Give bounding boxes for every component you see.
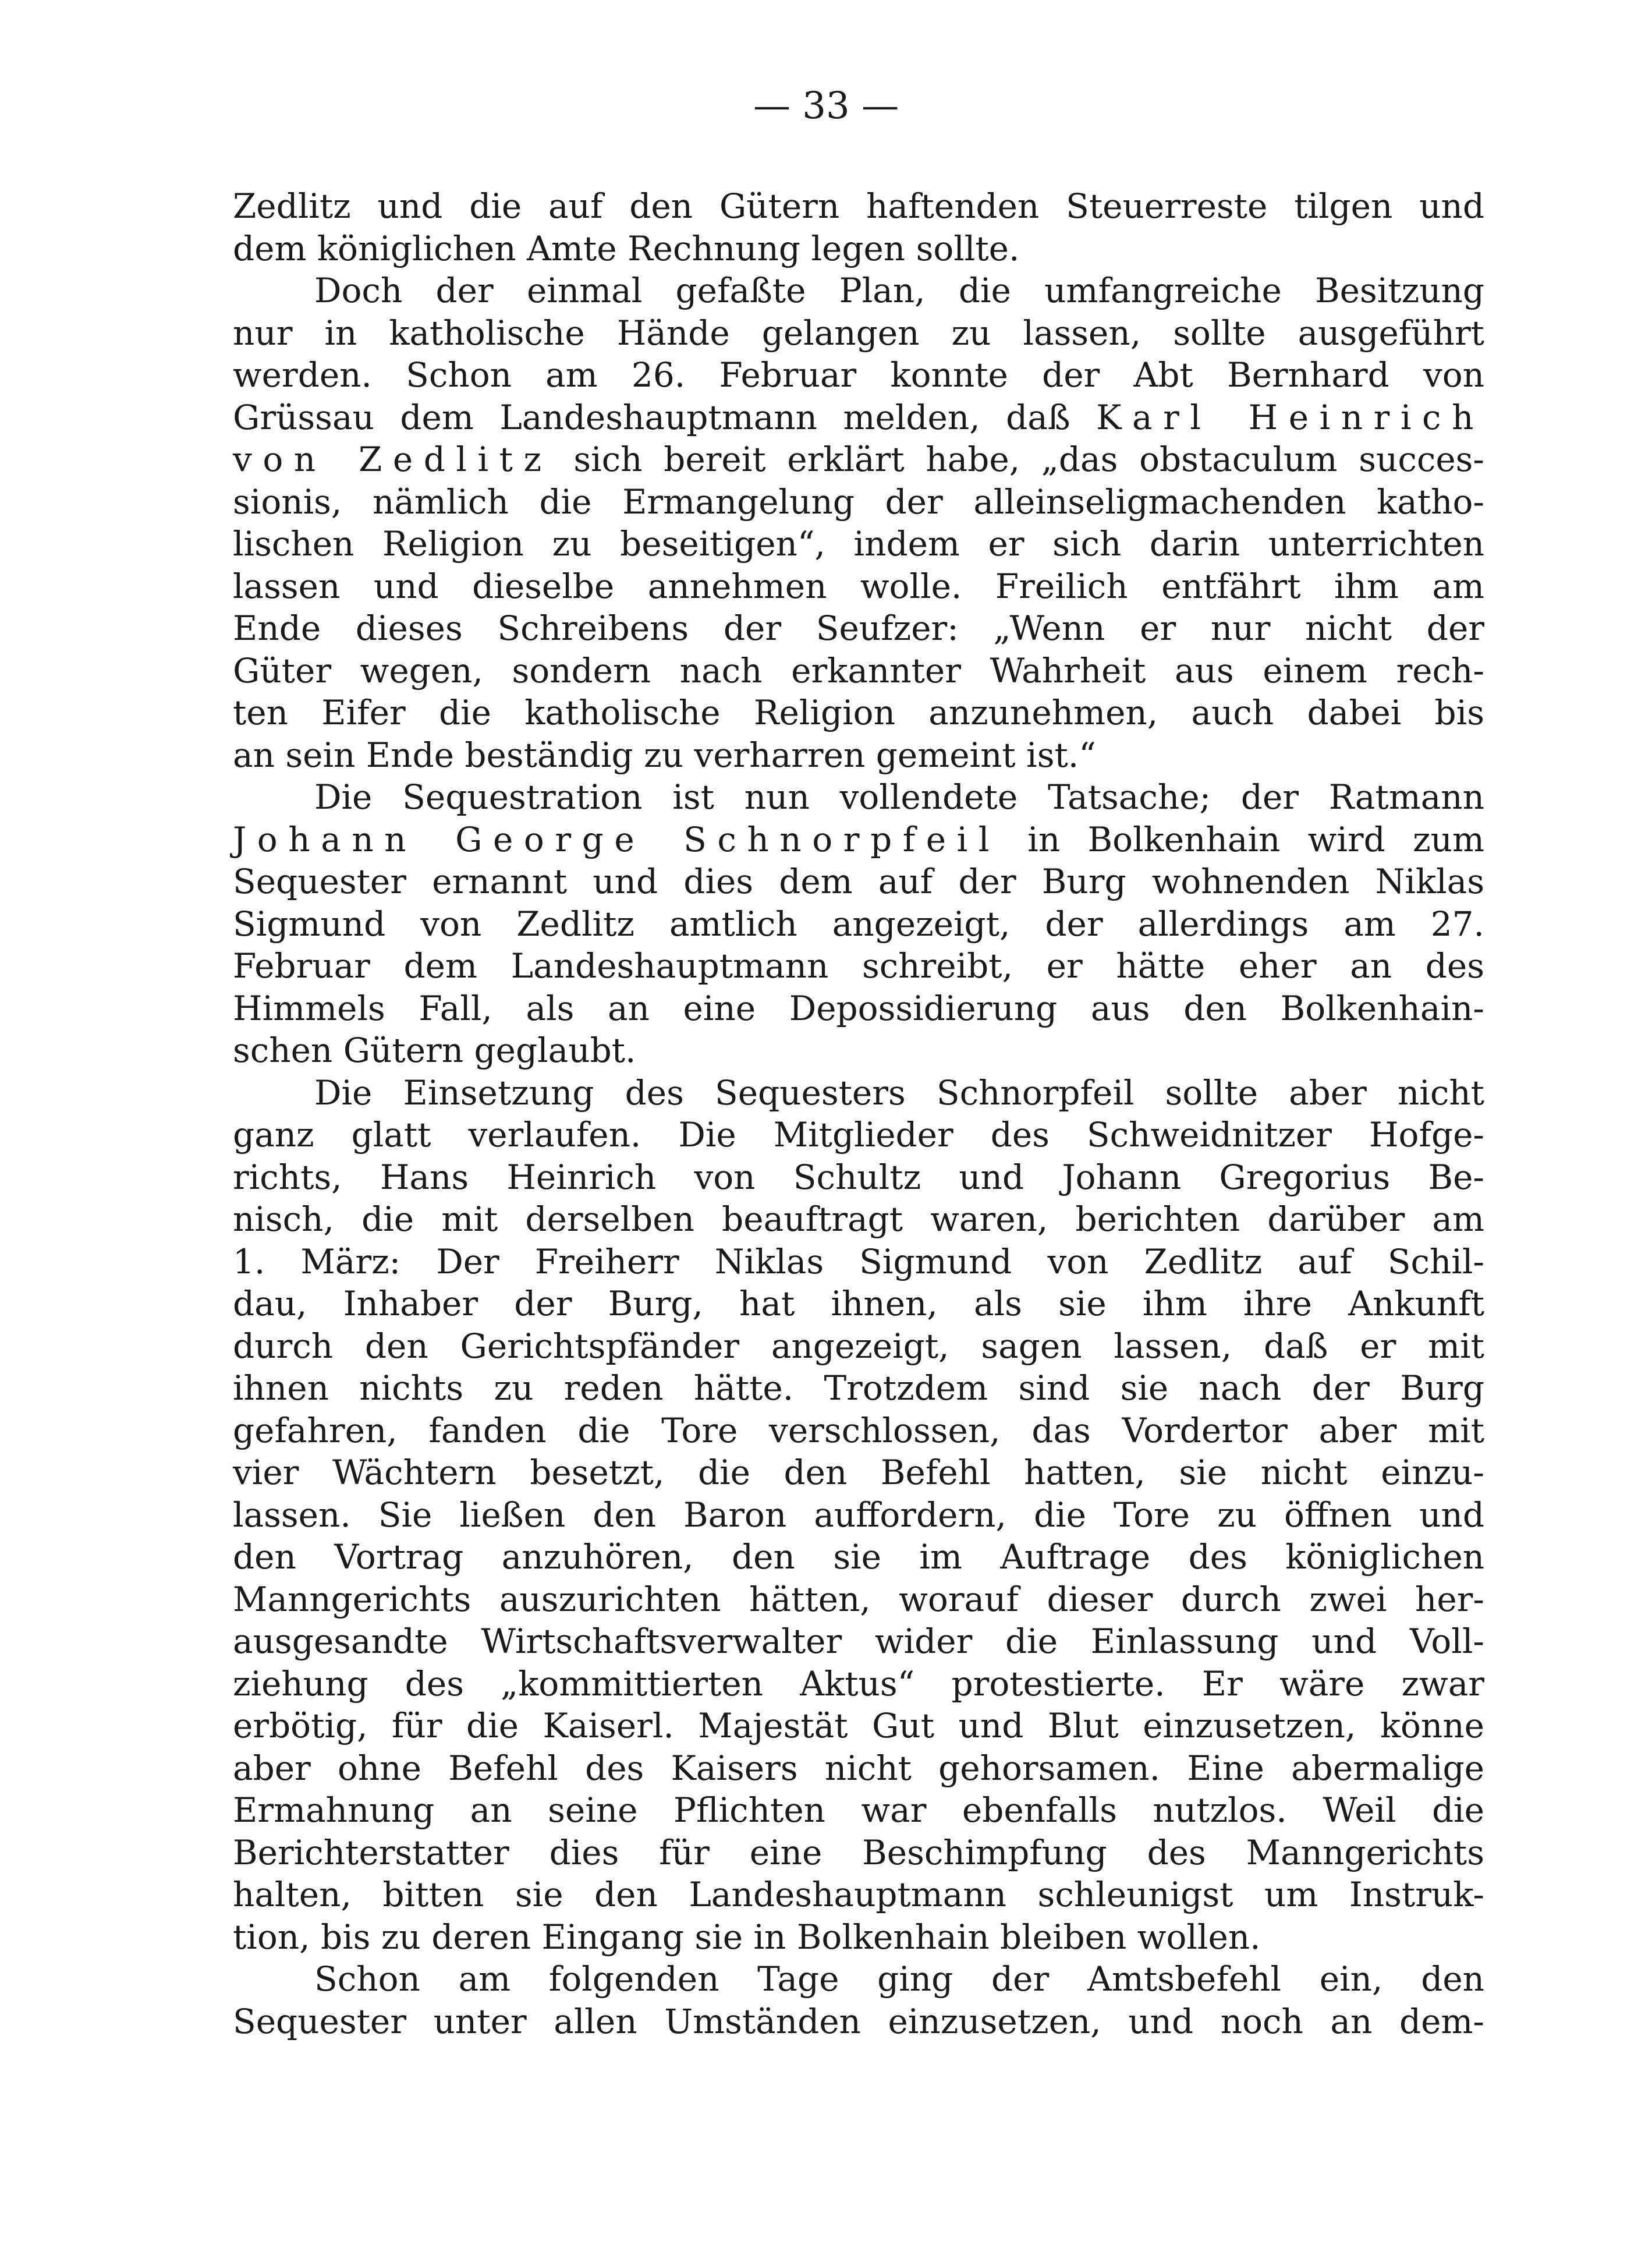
line-text: Grüssau dem Landeshauptmann melden, daß	[233, 397, 1070, 437]
line-text: Güter wegen, sondern nach erkannter Wahrheit aus einem rech-	[233, 650, 1484, 691]
line-text: halten, bitten sie den Landeshauptmann schleunigst um Instruk-	[233, 1875, 1484, 1914]
line-text: nisch, die mit derselben beauftragt waren, berichten darüber am	[233, 1199, 1484, 1239]
line-text: Ermahnung an seine Pflichten war ebenfalls nutzlos. Weil die	[233, 1790, 1484, 1830]
text-line	[233, 1705, 1484, 1747]
line-text: Sigmund von Zedlitz amtlich angezeigt, der allerdings am 27.	[233, 904, 1484, 944]
line-text: richts, Hans Heinrich von Schultz und Johann Gregorius Be-	[233, 1157, 1484, 1197]
line-text: ziehung des „kommittierten Aktus“ protestierte. Er wäre zwar	[233, 1663, 1484, 1704]
line-text: 1. März: Der Freiherr Niklas Sigmund von Zedlitz auf Schil-	[233, 1241, 1484, 1281]
line-text: Die Einsetzung des Sequesters Schnorpfeil sollte aber nicht	[314, 1072, 1484, 1113]
line-text: lassen. Sie ließen den Baron auffordern, die Tore zu öffnen und	[233, 1495, 1484, 1535]
line-text: werden. Schon am 26. Februar konnte der Abt Bernhard von	[233, 355, 1484, 395]
text-line	[233, 1114, 1484, 1156]
line-text: ihnen nichts zu reden hätte. Trotzdem sind sie nach der Burg	[233, 1368, 1484, 1408]
text-line	[233, 1789, 1484, 1832]
line-text: schen Gütern geglaubt.	[233, 1031, 636, 1070]
text-line	[233, 776, 1484, 819]
text-line	[233, 734, 1484, 777]
line-text: lischen Religion zu beseitigen“, indem er sich darin unterrichten	[233, 524, 1484, 564]
text-line	[233, 903, 1484, 946]
text-line	[233, 692, 1484, 734]
line-text: an sein Ende beständig zu verharren gemeint ist.“	[233, 735, 1096, 775]
line-text: Sequester ernannt und dies dem auf der Burg wohnenden Niklas	[233, 862, 1484, 901]
line-text: Himmels Fall, als an eine Depossidierung aus den Bolkenhain-	[233, 988, 1484, 1028]
line-text: Berichterstatter dies für eine Beschimpfung des Manngerichts	[233, 1832, 1484, 1872]
text-line	[233, 270, 1484, 312]
text-line	[233, 1874, 1484, 1916]
line-text: lassen und dieselbe annehmen wolle. Freilich entfährt ihm am	[233, 566, 1484, 606]
text-line	[233, 1029, 1484, 1072]
line-text: Manngerichts auszurichten hätten, worauf dieser durch zwei her-	[233, 1579, 1484, 1619]
text-line	[233, 1283, 1484, 1325]
body-text	[233, 185, 1484, 2042]
text-line	[233, 1198, 1484, 1241]
line-text: gefahren, fanden die Tore verschlossen, das Vordertor aber mit	[233, 1410, 1484, 1450]
spaced-name: von Zedlitz	[233, 440, 552, 479]
text-line	[233, 1620, 1484, 1663]
text-line	[233, 1536, 1484, 1578]
text-line	[233, 1156, 1484, 1199]
line-text: ausgesandte Wirtschaftsverwalter wider die Einlassung und Voll-	[233, 1621, 1484, 1661]
line-text: ten Eifer die katholische Religion anzunehmen, auch dabei bis	[233, 693, 1484, 732]
text-line	[233, 1241, 1484, 1283]
line-text: sich bereit erklärt habe, „das obstaculum succes-	[573, 440, 1485, 479]
line-text: sionis, nämlich die Ermangelung der alleinseligmachenden katho-	[233, 481, 1484, 522]
line-text: nur in katholische Hände gelangen zu lassen, sollte ausgeführt	[233, 313, 1484, 353]
text-line	[233, 481, 1484, 523]
text-line	[233, 185, 1484, 228]
text-line	[233, 987, 1484, 1030]
line-text: ganz glatt verlaufen. Die Mitglieder des Schweidnitzer Hofge-	[233, 1115, 1484, 1155]
text-line	[233, 945, 1484, 987]
page-number: — 33 —	[753, 84, 899, 128]
text-line	[233, 565, 1484, 608]
text-line	[233, 396, 1484, 439]
text-line	[233, 607, 1484, 650]
spaced-name: Karl Heinrich	[1096, 397, 1485, 437]
line-text: Februar dem Landeshauptmann schreibt, er hätte eher an des	[233, 946, 1484, 986]
text-line	[233, 1494, 1484, 1536]
text-line	[233, 1578, 1484, 1621]
text-line	[233, 1325, 1484, 1368]
text-line	[233, 438, 1484, 481]
text-line	[233, 1663, 1484, 1705]
line-text: dau, Inhaber der Burg, hat ihnen, als sie ihm ihre Ankunft	[233, 1284, 1484, 1323]
line-text: erbötig, für die Kaiserl. Majestät Gut und Blut einzusetzen, könne	[233, 1706, 1484, 1745]
text-line	[233, 1958, 1484, 2000]
text-line	[233, 354, 1484, 396]
text-line	[233, 1410, 1484, 1452]
text-line	[233, 1367, 1484, 1410]
line-text: tion, bis zu deren Eingang sie in Bolkenhain bleiben wollen.	[233, 1917, 1261, 1957]
line-text: Schon am folgenden Tage ging der Amtsbefehl ein, den	[314, 1959, 1484, 1999]
text-line	[233, 1916, 1484, 1959]
text-line	[233, 2000, 1484, 2043]
text-line	[233, 1451, 1484, 1494]
text-line	[233, 861, 1484, 903]
text-line	[233, 1747, 1484, 1790]
text-line	[233, 523, 1484, 565]
text-line	[233, 819, 1484, 861]
line-text: Doch der einmal gefaßte Plan, die umfangreiche Besitzung	[314, 271, 1484, 310]
line-text: Ende dieses Schreibens der Seufzer: „Wenn er nur nicht der	[233, 608, 1484, 648]
line-text: dem königlichen Amte Rechnung legen sollte.	[233, 228, 1020, 268]
line-text: durch den Gerichtspfänder angezeigt, sagen lassen, daß er mit	[233, 1326, 1484, 1366]
text-line	[233, 1832, 1484, 1874]
text-line	[233, 650, 1484, 692]
line-text: in Bolkenhain wird zum	[1027, 819, 1485, 859]
text-line	[233, 228, 1484, 270]
line-text: vier Wächtern besetzt, die den Befehl hatten, sie nicht einzu-	[233, 1453, 1484, 1492]
text-line	[233, 312, 1484, 355]
line-text: Sequester unter allen Umständen einzusetzen, und noch an dem-	[233, 2001, 1484, 2041]
line-text: den Vortrag anzuhören, den sie im Auftrage des königlichen	[233, 1537, 1484, 1577]
line-text: aber ohne Befehl des Kaisers nicht gehorsamen. Eine abermalige	[233, 1748, 1484, 1788]
spaced-name: Johann George Schnorpfeil	[233, 819, 1000, 859]
text-line	[233, 1072, 1484, 1114]
line-text: Zedlitz und die auf den Gütern haftenden Steuerreste tilgen und	[233, 186, 1484, 226]
line-text: Die Sequestration ist nun vollendete Tatsache; der Ratmann	[314, 777, 1484, 817]
